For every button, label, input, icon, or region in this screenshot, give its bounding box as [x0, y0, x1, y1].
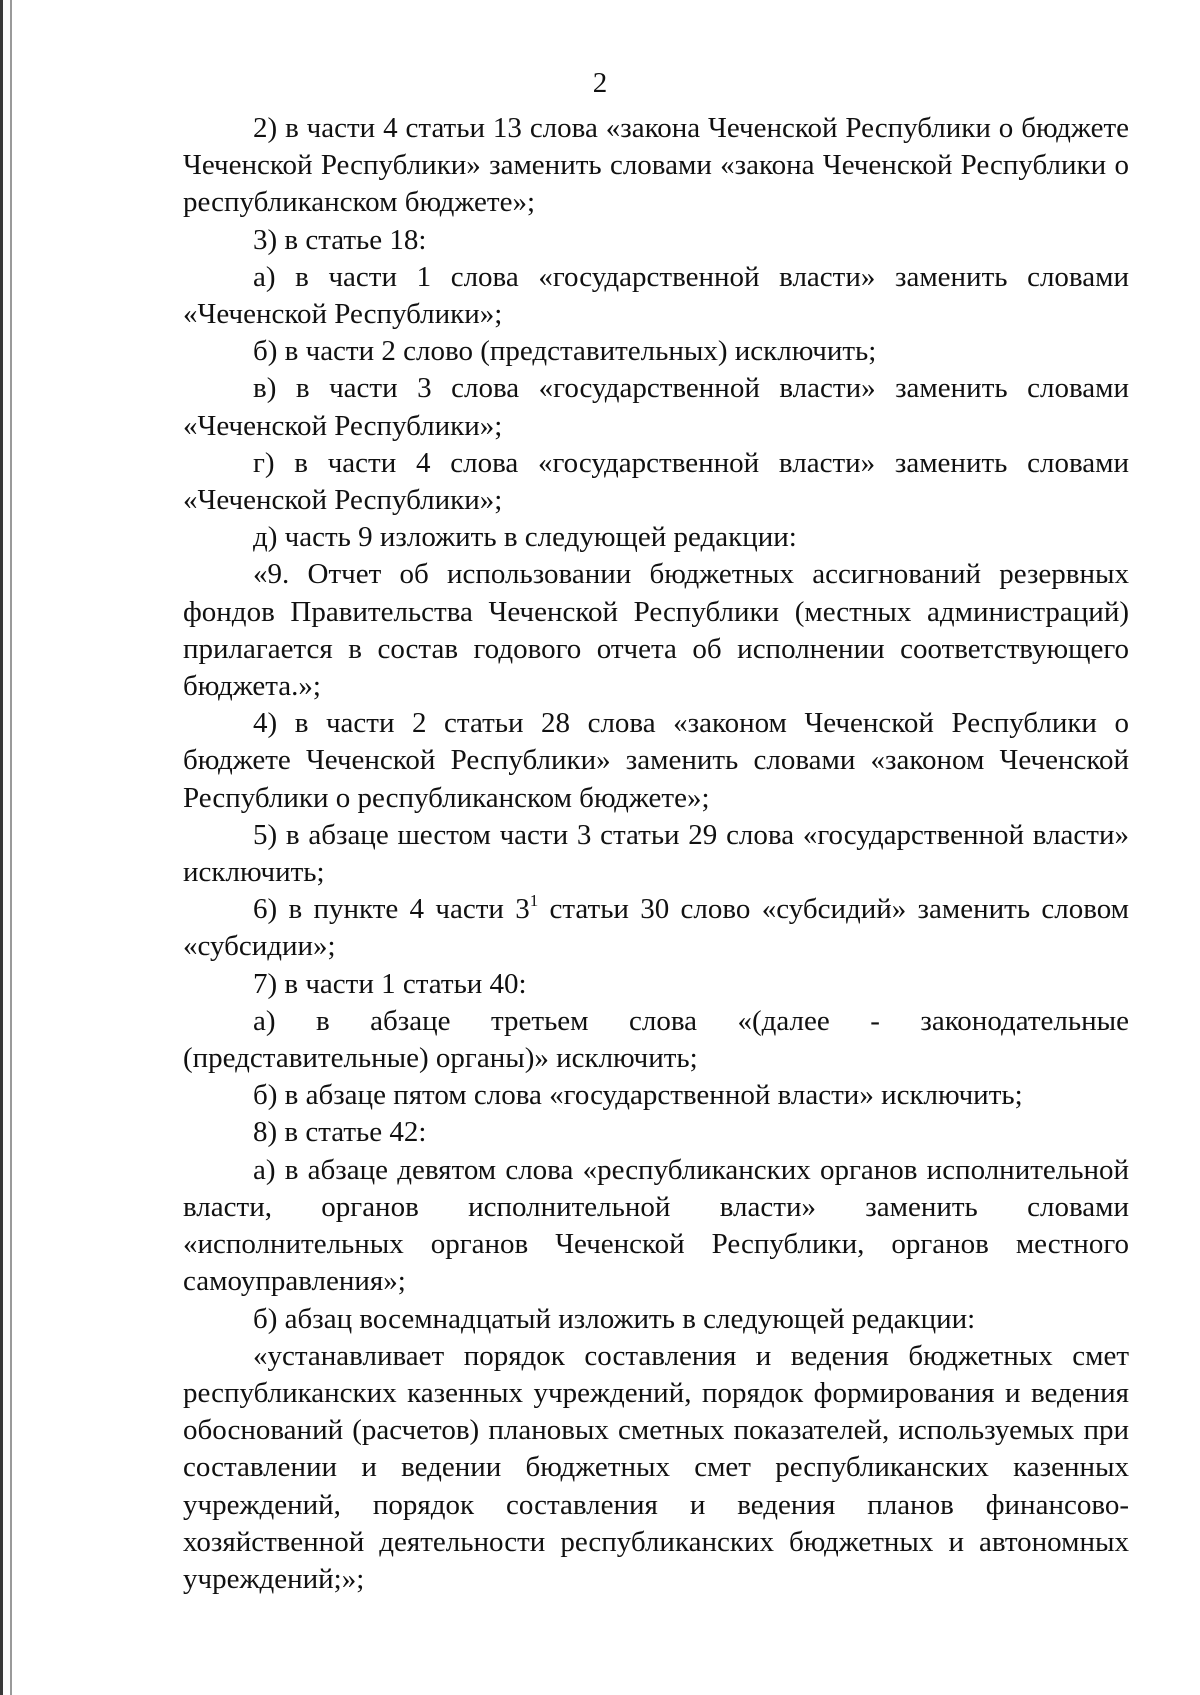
paragraph: б) в абзаце пятом слова «государственной власти» исключить; — [253, 1079, 1023, 1112]
paragraph: д) часть 9 изложить в следующей редакции: — [253, 521, 797, 554]
paragraph: б) в части 2 слово (представительных) исключить; — [253, 335, 877, 368]
paragraph: «устанавливает порядок составления и ведения бюджетных смет республиканских казенных учреждений, порядок формирования и ведения обоснований (расчетов) плановых сметных показателей, используемых при составлении и ведении бюджетных смет республиканских казенных учреждений, порядок составления и ведения планов финансово-хозяйственной деятельности республиканских бюджетных и автономных учреждений;»; — [183, 1339, 1129, 1595]
document-body — [183, 110, 1129, 1598]
paragraph-text: 6) в пункте 4 части 3 — [253, 893, 530, 926]
paragraph: 5) в абзаце шестом части 3 статьи 29 слова «государственной власти» исключить; — [183, 818, 1129, 889]
paragraph-text: статьи 30 слово «субсидий» заменить словом «субсидии»; — [183, 893, 1129, 963]
paragraph: г) в части 4 слова «государственной власти» заменить словами «Чеченской Республики»; — [183, 446, 1129, 517]
paragraph: 7) в части 1 статьи 40: — [253, 967, 527, 1000]
paragraph — [183, 891, 1129, 965]
paragraph: а) в абзаце третьем слова «(далее - законодательные (представительные) органы)» исключить; — [183, 1004, 1129, 1075]
paragraph: а) в абзаце девятом слова «республиканских органов исполнительной власти, органов исполнительной власти» заменить словами «исполнительных органов Чеченской Республики, органов местного самоуправления»; — [183, 1153, 1129, 1298]
paragraph: 4) в части 2 статьи 28 слова «законом Чеченской Республики о бюджете Чеченской Республики» заменить словами «законом Чеченской Республики о республиканском бюджете»; — [183, 707, 1129, 814]
paragraph: б) абзац восемнадцатый изложить в следующей редакции: — [253, 1302, 976, 1335]
scan-left-edge-shadow — [10, 0, 12, 1695]
paragraph: 8) в статье 42: — [253, 1116, 427, 1149]
paragraph: в) в части 3 слова «государственной власти» заменить словами «Чеченской Республики»; — [183, 372, 1129, 442]
superscript: 1 — [529, 891, 539, 911]
scan-left-edge — [0, 0, 3, 1695]
paragraph: «9. Отчет об использовании бюджетных ассигнований резервных фондов Правительства Чеченской Республики (местных администраций) прилагается в состав годового отчета об исполнении соответствующего бюджета.»; — [183, 558, 1129, 703]
paragraph: 2) в части 4 статьи 13 слова «закона Чеченской Республики о бюджете Чеченской Республики» заменить словами «закона Чеченской Республики о республиканском бюджете»; — [183, 112, 1129, 219]
paragraph: 3) в статье 18: — [253, 223, 427, 256]
page-number: 2 — [592, 67, 608, 99]
paragraph: а) в части 1 слова «государственной власти» заменить словами «Чеченской Республики»; — [183, 260, 1129, 331]
